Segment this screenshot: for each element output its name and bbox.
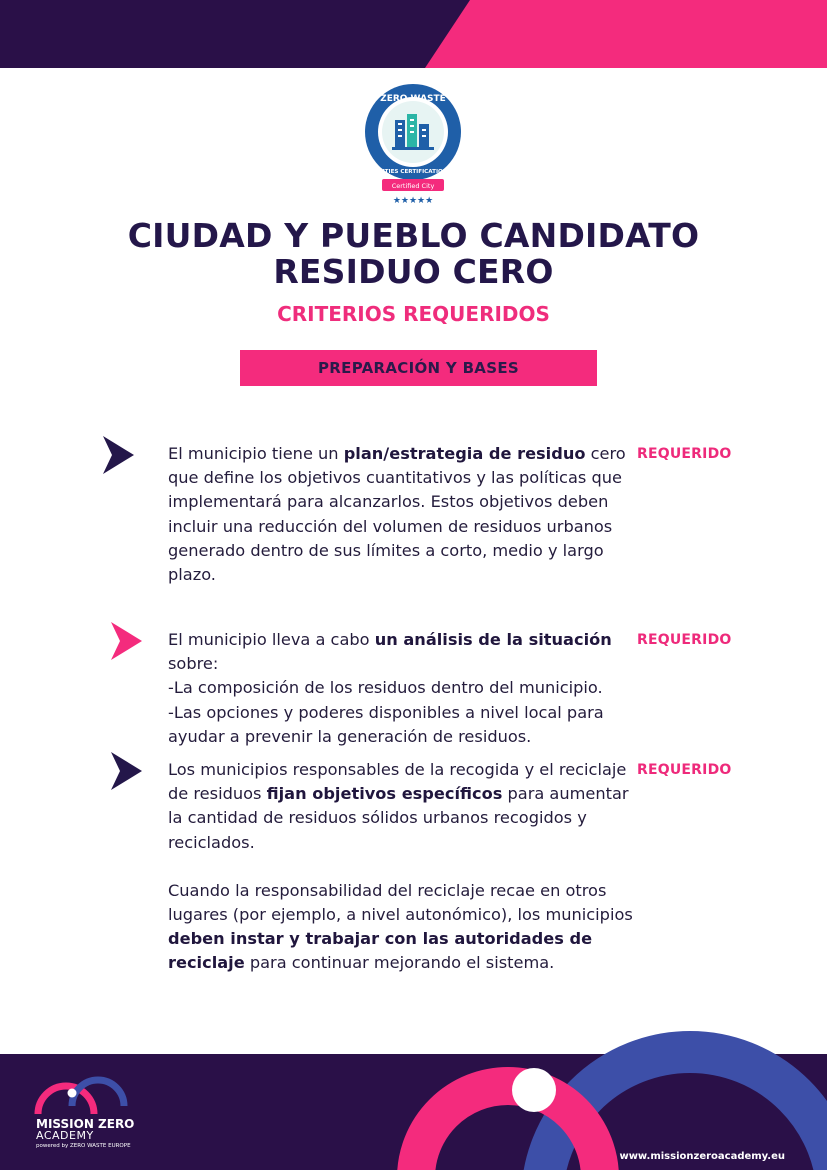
criterion-2-text-b: sobre: xyxy=(168,654,219,674)
criterion-3-status: REQUERIDO xyxy=(637,762,732,778)
page-subtitle: CRITERIOS REQUERIDOS xyxy=(277,302,550,326)
website-link[interactable]: www.missionzeroacademy.eu xyxy=(619,1151,785,1162)
logo-subtitle: ACADEMY xyxy=(36,1129,94,1142)
criterion-3-para-2-b: para continuar mejorando el sistema. xyxy=(244,953,555,973)
criterion-2-line-3: -Las opciones y poderes disponibles a nivel local para ayudar a prevenir la generación de residuos. xyxy=(168,702,604,746)
badge-stars: ★★★★★ xyxy=(392,196,434,206)
top-banner xyxy=(0,0,827,68)
criterion-2-text-a: El municipio lleva a cabo xyxy=(168,630,375,649)
logo-powered-by: powered by ZERO WASTE EUROPE xyxy=(36,1143,131,1149)
criterion-3-highlight: fijan objetivos específicos xyxy=(266,784,503,804)
zero-waste-badge-icon xyxy=(362,84,464,206)
criterion-1-text xyxy=(168,442,638,587)
criterion-1-text-a: El municipio tiene un xyxy=(168,444,344,463)
criterion-1-highlight: plan/estrategia de residuo xyxy=(343,444,586,463)
criterion-3-para-2-highlight: deben instar y trabajar con las autoridades de reciclaje xyxy=(168,929,593,973)
badge-ring-text: CITIES CERTIFICATION xyxy=(378,169,448,175)
section-banner: PREPARACIÓN Y BASES xyxy=(240,350,597,386)
criterion-1-status: REQUERIDO xyxy=(637,446,732,462)
badge-arc-text: ZERO WASTE xyxy=(380,94,446,104)
title-line-1: CIUDAD Y PUEBLO CANDIDATO xyxy=(127,216,700,255)
chevron-right-icon xyxy=(100,436,140,480)
title-line-2: RESIDUO CERO xyxy=(273,252,554,291)
criterion-1-text-b: cero que define los objetivos cuantitativos y las políticas que implementará para alcanzarlos. Estos objetivos deben incluir una reducción del volumen de residuos urbanos generado dentro de sus límites a corto, medio y largo plazo. xyxy=(168,444,626,585)
page-title xyxy=(0,218,827,290)
badge-ribbon: Certified City xyxy=(391,182,435,190)
criterion-3-text-b: para aumentar la cantidad de residuos sólidos urbanos recogidos y reciclados. xyxy=(168,784,629,852)
criterion-2-text xyxy=(168,628,638,749)
criterion-3-text-a: Los municipios responsables de la recogida y el reciclaje de residuos xyxy=(168,760,627,804)
criterion-3-para-2-a: Cuando la responsabilidad del reciclaje recae en otros lugares (por ejemplo, a nivel autonómico), los municipios xyxy=(168,880,633,925)
chevron-right-icon xyxy=(108,622,148,666)
criterion-3-text xyxy=(168,758,638,976)
criterion-2-line-2: -La composición de los residuos dentro del municipio. xyxy=(168,678,603,698)
criterion-2-status: REQUERIDO xyxy=(637,632,732,648)
chevron-right-icon xyxy=(108,752,148,796)
logo-name: MISSION ZERO xyxy=(36,1117,135,1131)
criterion-2-highlight: un análisis de la situación xyxy=(374,630,612,649)
